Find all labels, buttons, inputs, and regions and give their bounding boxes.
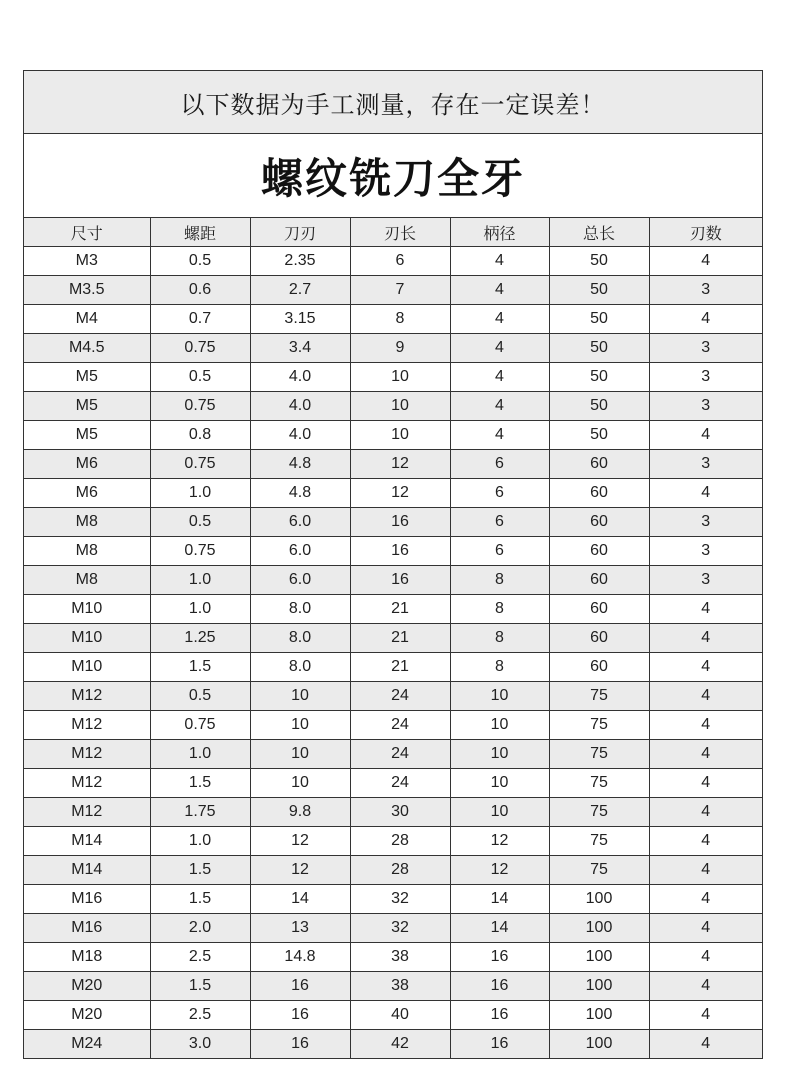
cell-shank-diameter: 16	[450, 1001, 549, 1030]
cell-blade-length: 16	[350, 537, 450, 566]
cell-total-length: 50	[549, 421, 649, 450]
cell-shank-diameter: 10	[450, 682, 549, 711]
cell-size: M4.5	[24, 334, 150, 363]
cell-blade-length: 16	[350, 566, 450, 595]
cell-shank-diameter: 6	[450, 479, 549, 508]
cell-shank-diameter: 6	[450, 450, 549, 479]
cell-blade-length: 10	[350, 392, 450, 421]
cell-blade-length: 38	[350, 943, 450, 972]
cell-size: M24	[24, 1030, 150, 1059]
cell-size: M12	[24, 769, 150, 798]
cell-pitch: 0.75	[150, 711, 250, 740]
cell-flute-count: 4	[649, 421, 762, 450]
measurement-notice: 以下数据为手工测量，存在一定误差！	[24, 71, 762, 134]
cell-pitch: 1.5	[150, 856, 250, 885]
cell-shank-diameter: 16	[450, 1030, 549, 1059]
table-row	[24, 856, 762, 885]
cell-flute-count: 3	[649, 508, 762, 537]
cell-blade: 14	[250, 885, 350, 914]
cell-shank-diameter: 16	[450, 943, 549, 972]
cell-total-length: 75	[549, 856, 649, 885]
cell-size: M18	[24, 943, 150, 972]
cell-size: M12	[24, 711, 150, 740]
cell-blade: 2.35	[250, 247, 350, 276]
cell-shank-diameter: 6	[450, 508, 549, 537]
cell-total-length: 100	[549, 972, 649, 1001]
cell-blade-length: 32	[350, 914, 450, 943]
table-row	[24, 566, 762, 595]
cell-pitch: 1.0	[150, 479, 250, 508]
cell-blade-length: 28	[350, 856, 450, 885]
cell-blade-length: 10	[350, 363, 450, 392]
cell-blade: 9.8	[250, 798, 350, 827]
cell-blade: 6.0	[250, 566, 350, 595]
cell-total-length: 50	[549, 392, 649, 421]
column-header-total-length: 总长	[549, 218, 649, 247]
table-body	[24, 247, 762, 1059]
cell-flute-count: 4	[649, 885, 762, 914]
cell-size: M4	[24, 305, 150, 334]
cell-shank-diameter: 12	[450, 827, 549, 856]
table-row	[24, 740, 762, 769]
cell-pitch: 1.75	[150, 798, 250, 827]
cell-pitch: 0.5	[150, 247, 250, 276]
cell-pitch: 1.5	[150, 885, 250, 914]
cell-blade: 3.4	[250, 334, 350, 363]
cell-total-length: 50	[549, 247, 649, 276]
cell-shank-diameter: 14	[450, 914, 549, 943]
cell-blade-length: 21	[350, 624, 450, 653]
cell-shank-diameter: 4	[450, 247, 549, 276]
cell-flute-count: 4	[649, 624, 762, 653]
cell-blade: 16	[250, 972, 350, 1001]
cell-size: M16	[24, 914, 150, 943]
cell-pitch: 0.75	[150, 334, 250, 363]
table-row	[24, 334, 762, 363]
cell-pitch: 1.0	[150, 595, 250, 624]
cell-pitch: 0.5	[150, 363, 250, 392]
cell-blade: 16	[250, 1030, 350, 1059]
cell-blade-length: 38	[350, 972, 450, 1001]
column-header-pitch: 螺距	[150, 218, 250, 247]
cell-flute-count: 3	[649, 392, 762, 421]
cell-blade: 10	[250, 740, 350, 769]
cell-pitch: 1.5	[150, 769, 250, 798]
cell-pitch: 2.0	[150, 914, 250, 943]
cell-flute-count: 4	[649, 653, 762, 682]
column-header-size: 尺寸	[24, 218, 150, 247]
cell-pitch: 0.5	[150, 508, 250, 537]
cell-blade-length: 21	[350, 595, 450, 624]
cell-total-length: 50	[549, 334, 649, 363]
table-row	[24, 392, 762, 421]
table-row	[24, 798, 762, 827]
cell-flute-count: 4	[649, 1030, 762, 1059]
table-row	[24, 682, 762, 711]
cell-blade: 3.15	[250, 305, 350, 334]
cell-shank-diameter: 4	[450, 334, 549, 363]
column-header-flute-count: 刃数	[649, 218, 762, 247]
cell-blade-length: 21	[350, 653, 450, 682]
column-header-blade-length: 刃长	[350, 218, 450, 247]
cell-shank-diameter: 16	[450, 972, 549, 1001]
cell-shank-diameter: 4	[450, 392, 549, 421]
table-row	[24, 276, 762, 305]
cell-blade: 12	[250, 827, 350, 856]
cell-flute-count: 4	[649, 479, 762, 508]
cell-total-length: 60	[549, 624, 649, 653]
cell-total-length: 60	[549, 479, 649, 508]
cell-total-length: 75	[549, 827, 649, 856]
cell-flute-count: 4	[649, 856, 762, 885]
cell-blade-length: 12	[350, 479, 450, 508]
cell-shank-diameter: 4	[450, 276, 549, 305]
cell-size: M12	[24, 740, 150, 769]
cell-shank-diameter: 8	[450, 624, 549, 653]
cell-size: M3.5	[24, 276, 150, 305]
cell-flute-count: 4	[649, 798, 762, 827]
cell-flute-count: 4	[649, 972, 762, 1001]
cell-total-length: 60	[549, 450, 649, 479]
cell-pitch: 1.5	[150, 653, 250, 682]
cell-total-length: 100	[549, 943, 649, 972]
cell-pitch: 0.75	[150, 537, 250, 566]
table-row	[24, 972, 762, 1001]
cell-total-length: 100	[549, 885, 649, 914]
cell-total-length: 50	[549, 363, 649, 392]
cell-blade: 6.0	[250, 537, 350, 566]
cell-blade-length: 32	[350, 885, 450, 914]
spec-table	[24, 218, 762, 1058]
cell-shank-diameter: 10	[450, 798, 549, 827]
cell-size: M10	[24, 595, 150, 624]
table-row	[24, 537, 762, 566]
cell-flute-count: 4	[649, 595, 762, 624]
cell-pitch: 3.0	[150, 1030, 250, 1059]
cell-flute-count: 4	[649, 682, 762, 711]
cell-pitch: 0.7	[150, 305, 250, 334]
cell-total-length: 60	[549, 508, 649, 537]
cell-flute-count: 4	[649, 711, 762, 740]
cell-size: M20	[24, 1001, 150, 1030]
table-row	[24, 305, 762, 334]
cell-flute-count: 4	[649, 247, 762, 276]
table-row	[24, 508, 762, 537]
table-row	[24, 421, 762, 450]
cell-flute-count: 3	[649, 566, 762, 595]
cell-blade-length: 7	[350, 276, 450, 305]
cell-blade-length: 9	[350, 334, 450, 363]
table-row	[24, 479, 762, 508]
cell-blade: 16	[250, 1001, 350, 1030]
table-row	[24, 914, 762, 943]
cell-blade: 8.0	[250, 653, 350, 682]
cell-blade-length: 8	[350, 305, 450, 334]
cell-blade-length: 28	[350, 827, 450, 856]
cell-total-length: 50	[549, 276, 649, 305]
cell-blade-length: 10	[350, 421, 450, 450]
cell-pitch: 0.75	[150, 450, 250, 479]
cell-size: M8	[24, 566, 150, 595]
table-row	[24, 624, 762, 653]
cell-size: M3	[24, 247, 150, 276]
cell-blade: 8.0	[250, 624, 350, 653]
cell-blade-length: 24	[350, 682, 450, 711]
cell-blade-length: 24	[350, 769, 450, 798]
cell-blade: 4.0	[250, 421, 350, 450]
table-row	[24, 885, 762, 914]
cell-size: M6	[24, 479, 150, 508]
cell-pitch: 0.6	[150, 276, 250, 305]
cell-blade-length: 24	[350, 711, 450, 740]
cell-blade: 10	[250, 711, 350, 740]
cell-flute-count: 3	[649, 537, 762, 566]
cell-size: M12	[24, 682, 150, 711]
cell-flute-count: 4	[649, 740, 762, 769]
cell-total-length: 60	[549, 595, 649, 624]
cell-blade-length: 40	[350, 1001, 450, 1030]
cell-blade: 10	[250, 682, 350, 711]
cell-pitch: 1.25	[150, 624, 250, 653]
cell-blade: 14.8	[250, 943, 350, 972]
cell-size: M8	[24, 508, 150, 537]
cell-total-length: 75	[549, 798, 649, 827]
cell-size: M6	[24, 450, 150, 479]
table-row	[24, 769, 762, 798]
cell-total-length: 75	[549, 711, 649, 740]
cell-shank-diameter: 4	[450, 363, 549, 392]
cell-size: M8	[24, 537, 150, 566]
cell-shank-diameter: 4	[450, 421, 549, 450]
cell-flute-count: 4	[649, 1001, 762, 1030]
cell-flute-count: 3	[649, 334, 762, 363]
cell-pitch: 1.0	[150, 740, 250, 769]
cell-shank-diameter: 10	[450, 740, 549, 769]
cell-blade: 4.8	[250, 479, 350, 508]
table-row	[24, 711, 762, 740]
cell-shank-diameter: 8	[450, 653, 549, 682]
cell-flute-count: 3	[649, 276, 762, 305]
cell-pitch: 1.5	[150, 972, 250, 1001]
cell-total-length: 75	[549, 682, 649, 711]
cell-pitch: 1.0	[150, 566, 250, 595]
cell-blade: 12	[250, 856, 350, 885]
table-row	[24, 363, 762, 392]
table-row	[24, 827, 762, 856]
cell-shank-diameter: 14	[450, 885, 549, 914]
cell-flute-count: 3	[649, 450, 762, 479]
cell-pitch: 2.5	[150, 1001, 250, 1030]
cell-size: M5	[24, 421, 150, 450]
cell-blade-length: 42	[350, 1030, 450, 1059]
table-row	[24, 1030, 762, 1059]
cell-size: M16	[24, 885, 150, 914]
cell-total-length: 60	[549, 566, 649, 595]
cell-blade: 8.0	[250, 595, 350, 624]
header-row	[24, 218, 762, 247]
cell-blade: 10	[250, 769, 350, 798]
cell-blade-length: 16	[350, 508, 450, 537]
cell-blade: 4.0	[250, 363, 350, 392]
table-header	[24, 218, 762, 247]
cell-pitch: 0.5	[150, 682, 250, 711]
cell-flute-count: 4	[649, 827, 762, 856]
cell-total-length: 100	[549, 1001, 649, 1030]
table-row	[24, 247, 762, 276]
cell-flute-count: 4	[649, 943, 762, 972]
column-header-blade: 刀刃	[250, 218, 350, 247]
cell-pitch: 2.5	[150, 943, 250, 972]
cell-shank-diameter: 6	[450, 537, 549, 566]
cell-blade: 4.8	[250, 450, 350, 479]
cell-pitch: 0.75	[150, 392, 250, 421]
cell-size: M10	[24, 653, 150, 682]
cell-flute-count: 4	[649, 305, 762, 334]
table-row	[24, 595, 762, 624]
cell-size: M20	[24, 972, 150, 1001]
cell-total-length: 60	[549, 653, 649, 682]
cell-total-length: 60	[549, 537, 649, 566]
cell-flute-count: 4	[649, 769, 762, 798]
cell-size: M5	[24, 363, 150, 392]
cell-blade-length: 6	[350, 247, 450, 276]
cell-size: M14	[24, 856, 150, 885]
cell-flute-count: 4	[649, 914, 762, 943]
column-header-shank-diameter: 柄径	[450, 218, 549, 247]
table-row	[24, 653, 762, 682]
cell-shank-diameter: 12	[450, 856, 549, 885]
cell-blade: 13	[250, 914, 350, 943]
table-row	[24, 943, 762, 972]
cell-total-length: 100	[549, 1030, 649, 1059]
cell-pitch: 1.0	[150, 827, 250, 856]
table-row	[24, 1001, 762, 1030]
cell-flute-count: 3	[649, 363, 762, 392]
cell-blade-length: 24	[350, 740, 450, 769]
table-row	[24, 450, 762, 479]
cell-blade-length: 12	[350, 450, 450, 479]
cell-size: M5	[24, 392, 150, 421]
cell-shank-diameter: 8	[450, 595, 549, 624]
cell-blade: 4.0	[250, 392, 350, 421]
cell-blade-length: 30	[350, 798, 450, 827]
page-title: 螺纹铣刀全牙	[24, 134, 762, 218]
cell-total-length: 50	[549, 305, 649, 334]
cell-shank-diameter: 8	[450, 566, 549, 595]
cell-shank-diameter: 4	[450, 305, 549, 334]
cell-size: M10	[24, 624, 150, 653]
cell-shank-diameter: 10	[450, 769, 549, 798]
cell-shank-diameter: 10	[450, 711, 549, 740]
cell-pitch: 0.8	[150, 421, 250, 450]
cell-total-length: 75	[549, 769, 649, 798]
cell-size: M12	[24, 798, 150, 827]
cell-blade: 6.0	[250, 508, 350, 537]
cell-blade: 2.7	[250, 276, 350, 305]
cell-size: M14	[24, 827, 150, 856]
cell-total-length: 100	[549, 914, 649, 943]
spec-sheet	[23, 70, 763, 1059]
cell-total-length: 75	[549, 740, 649, 769]
